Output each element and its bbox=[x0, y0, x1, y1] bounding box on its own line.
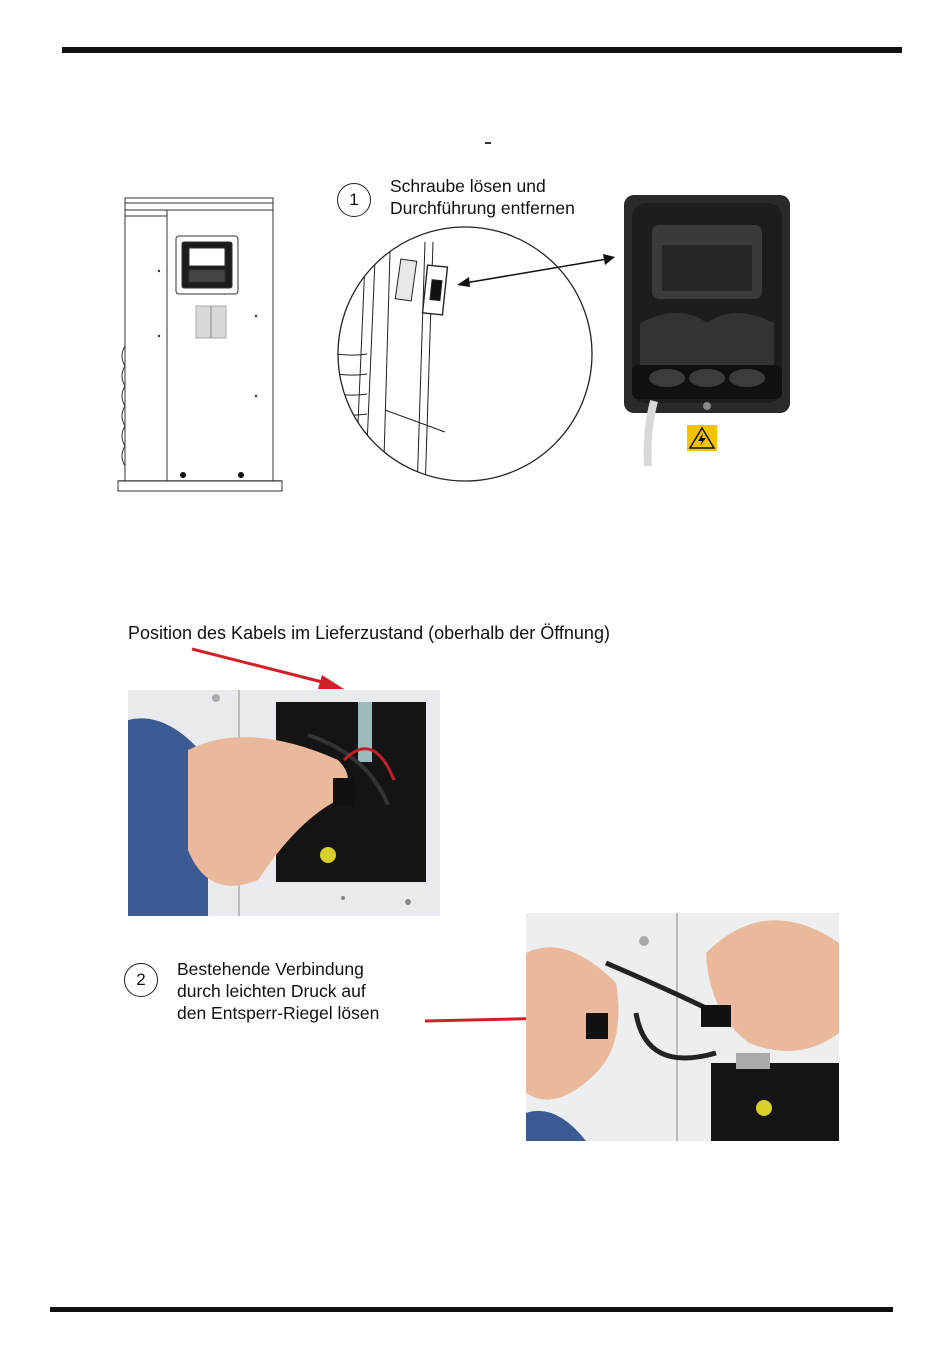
cable-delivery-photo bbox=[128, 690, 440, 916]
step-1-line-2: Durchführung entfernen bbox=[390, 198, 575, 218]
cable-position-caption: Position des Kabels im Lieferzustand (oberhalb der Öffnung) bbox=[128, 623, 610, 643]
cable-position-arrow bbox=[188, 645, 348, 693]
step-2-line-1: Bestehende Verbindung bbox=[177, 959, 364, 979]
header-rule bbox=[62, 47, 902, 53]
stray-mark bbox=[485, 142, 491, 144]
unit-front-drawing bbox=[110, 196, 285, 496]
detail-arrow bbox=[455, 250, 620, 290]
step-1-number: 1 bbox=[337, 183, 371, 217]
footer-rule bbox=[50, 1307, 893, 1312]
step-2-number: 2 bbox=[124, 963, 158, 997]
step-2-line-3: den Entsperr-Riegel lösen bbox=[177, 1003, 380, 1023]
step-1-instruction bbox=[390, 175, 575, 219]
step-2-line-2: durch leichten Druck auf bbox=[177, 981, 366, 1001]
high-voltage-warning-icon bbox=[687, 425, 717, 451]
connector-release-photo bbox=[526, 913, 839, 1141]
step-2-instruction bbox=[177, 958, 379, 1024]
step-1-line-1: Schraube lösen und bbox=[390, 176, 546, 196]
